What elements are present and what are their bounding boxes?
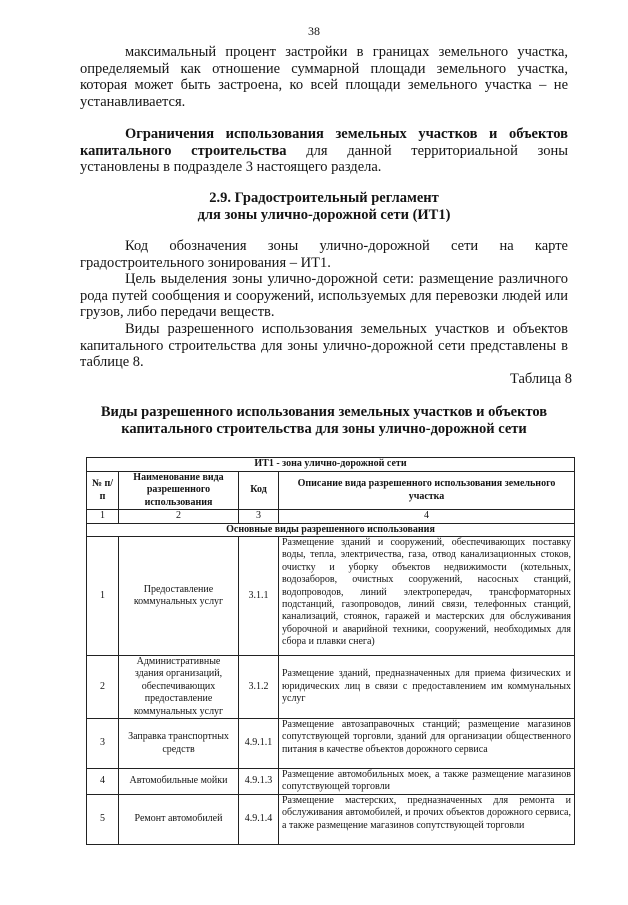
zone-description: [80, 238, 568, 371]
page-number: 38: [308, 24, 320, 38]
use-name: Административные здания организаций, обеспечивающих предоставление коммунальных услуг: [119, 656, 239, 719]
section-heading-line1: 2.9. Градостроительный регламент: [209, 190, 439, 206]
main-uses-group-label: Основные виды разрешенного использования: [87, 523, 575, 536]
row-number: 3: [87, 719, 119, 769]
table-row: [87, 795, 575, 845]
paragraph-building-percentage: [80, 44, 568, 110]
use-name: Автомобильные мойки: [119, 769, 239, 795]
table-row: [87, 719, 575, 769]
use-description: Размещение автозаправочных станций; размещение магазинов сопутствующей торговли, зданий для организации общественного питания в качестве объектов дорожного сервиса: [279, 719, 575, 769]
use-name: Заправка транспортных средств: [119, 719, 239, 769]
column-number: 4: [279, 510, 575, 523]
zone-purpose-paragraph: Цель выделения зоны улично-дорожной сети: размещение различного рода путей сообщения и сооружений, используемых для перевозки людей или грузов, либо передачи веществ.: [80, 271, 568, 321]
row-number: 4: [87, 769, 119, 795]
column-number: 2: [119, 510, 239, 523]
row-number: 1: [87, 537, 119, 656]
zone-code-paragraph: Код обозначения зоны улично-дорожной сети на карте градостроительного зонирования – ИТ1.: [80, 238, 568, 271]
row-number: 2: [87, 656, 119, 719]
use-code: 3.1.2: [239, 656, 279, 719]
table-title-line2: капитального строительства для зоны улично-дорожной сети: [121, 420, 527, 437]
header-code: Код: [239, 472, 279, 510]
use-description: Размещение мастерских, предназначенных для ремонта и обслуживания автомобилей, и прочих объектов дорожного сервиса, а также размещение магазинов сопутствующей торговли: [279, 795, 575, 845]
restrictions-text: для данной территориальной зоны установлены в подразделе 3 настоящего раздела.: [80, 142, 568, 176]
use-code: 4.9.1.3: [239, 769, 279, 795]
section-heading: [60, 190, 588, 223]
permitted-uses-table: [86, 457, 575, 845]
table-row: [87, 656, 575, 719]
header-use-name: Наименование вида разрешенного использования: [119, 472, 239, 510]
use-description: Размещение зданий и сооружений, обеспечивающих поставку воды, тепла, электричества, газа, отвод канализационных стоков, очистку и уборку объектов недвижимости (котельных, водозаборов, очистных сооружений, насосных станций, водопроводов, линий электропередач, трансформаторных подстанций, газопроводов, линий связи, телефонных станций, канализаций, стоянок, гаражей и мастерских для обслуживания уборочной и аварийной техники, сооружений, необходимых для сбора и плавки снега): [279, 537, 575, 656]
use-code: 3.1.1: [239, 537, 279, 656]
use-description: Размещение автомобильных моек, а также размещение магазинов сопутствующей торговли: [279, 769, 575, 795]
use-code: 4.9.1.4: [239, 795, 279, 845]
section-heading-line2: для зоны улично-дорожной сети (ИТ1): [197, 206, 451, 223]
zone-table-reference-paragraph: Виды разрешенного использования земельных участков и объектов капитального строительства для зоны улично-дорожной сети представлены в таблице 8.: [80, 320, 568, 371]
table-label: Таблица 8: [509, 371, 572, 387]
use-name: Предоставление коммунальных услуг: [119, 537, 239, 656]
zone-header-cell: ИТ1 - зона улично-дорожной сети: [87, 458, 575, 472]
table-row: [87, 537, 575, 656]
header-description: Описание вида разрешенного использования земельного участка: [279, 472, 575, 510]
row-number: 5: [87, 795, 119, 845]
use-name: Ремонт автомобилей: [119, 795, 239, 845]
column-number-row: [87, 510, 575, 523]
table-title-line1: Виды разрешенного использования земельных участков и объектов: [100, 404, 548, 420]
column-number: 1: [87, 510, 119, 523]
header-number: № п/п: [87, 472, 119, 510]
column-number: 3: [239, 510, 279, 523]
table-header-row: [87, 472, 575, 510]
use-code: 4.9.1.1: [239, 719, 279, 769]
paragraph-text: максимальный процент застройки в границах земельного участка, определяемый как отношение суммарной площади земельного участка, которая может быть застроена, ко всей площади земельного участка – не устанавливается.: [80, 44, 568, 110]
paragraph-restrictions: [80, 126, 568, 176]
table-zone-header-row: [87, 458, 575, 472]
use-description: Размещение зданий, предназначенных для приема физических и юридических лиц в связи с предоставлением им коммунальных услуг: [279, 656, 575, 719]
group-row: [87, 523, 575, 536]
restrictions-bold-text: Ограничения использования земельных участков и объектов капитального строительства: [80, 126, 568, 159]
table-title: [60, 404, 588, 437]
table-row: [87, 769, 575, 795]
